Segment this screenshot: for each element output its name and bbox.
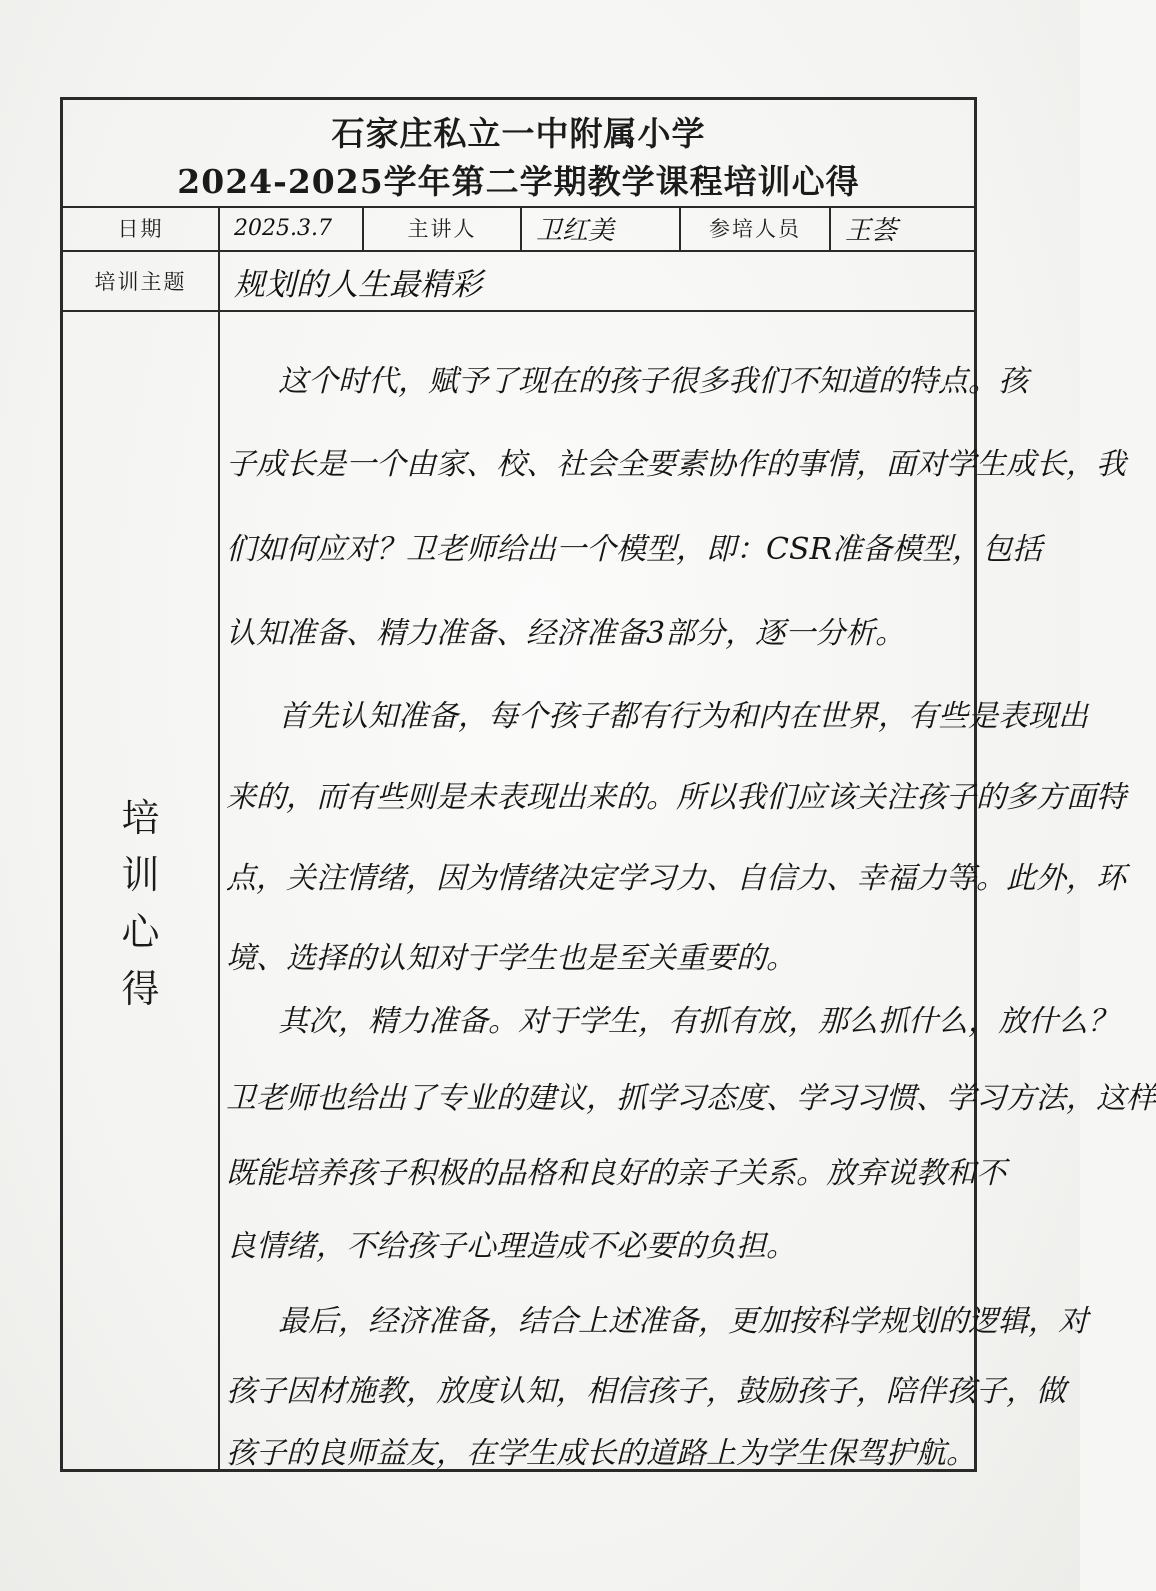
speaker-label: 主讲人: [364, 206, 522, 250]
school-name: 石家庄私立一中附属小学: [331, 114, 706, 153]
topic-label: 培训主题: [63, 252, 220, 310]
handwritten-line: 其次，精力准备。对于学生，有抓有放，那么抓什么，放什么？: [278, 1004, 1118, 1039]
reflection-label-char: 培: [121, 796, 160, 840]
date-label: 日期: [63, 206, 220, 250]
handwritten-line: 良情绪，不给孩子心理造成不必要的负担。: [226, 1229, 796, 1264]
date-value: 2025.3.7: [220, 206, 364, 250]
handwritten-line: 子成长是一个由家、校、社会全要素协作的事情，面对学生成长，我: [226, 447, 1126, 482]
training-reflection-form: [60, 97, 1156, 1472]
handwritten-line: 孩子的良师益友，在学生成长的道路上为学生保驾护航。: [226, 1436, 976, 1471]
info-row: [63, 206, 974, 252]
handwritten-line: 境、选择的认知对于学生也是至关重要的。: [226, 941, 796, 976]
reflection-label-char: 训: [121, 853, 160, 897]
participant-value: 王荟: [845, 215, 898, 246]
handwritten-line: 孩子因材施教，放度认知，相信孩子，鼓励孩子，陪伴孩子，做: [226, 1374, 1066, 1409]
handwritten-line: 点，关注情绪，因为情绪决定学习力、自信力、幸福力等。此外，环: [226, 861, 1126, 896]
topic-value: 规划的人生最精彩: [234, 266, 482, 303]
handwritten-line: 认知准备、精力准备、经济准备3部分，逐一分析。: [226, 616, 906, 651]
speaker-value: 卫红美: [522, 206, 681, 250]
reflection-label-char: 得: [121, 967, 160, 1011]
reflection-body: [220, 312, 1156, 1471]
form-header: [63, 100, 974, 208]
form-title: 2024-2025学年第二学期教学课程培训心得: [177, 162, 860, 201]
reflection-label-char: 心: [121, 910, 160, 954]
topic-row: [63, 252, 974, 312]
reflection-label: [63, 790, 218, 1018]
participant-label: 参培人员: [681, 206, 831, 250]
handwritten-line: 们如何应对？卫老师给出一个模型，即：CSR准备模型，包括: [226, 532, 1043, 567]
handwritten-line: 这个时代，赋予了现在的孩子很多我们不知道的特点。孩: [278, 364, 1028, 399]
handwritten-line: 首先认知准备，每个孩子都有行为和内在世界，有些是表现出: [278, 699, 1088, 734]
handwritten-line: 来的，而有些则是未表现出来的。所以我们应该关注孩子的多方面特: [226, 780, 1126, 815]
handwritten-line: 卫老师也给出了专业的建议，抓学习态度、学习习惯、学习方法，这样: [226, 1081, 1156, 1116]
reflection-label-cell: [63, 312, 220, 1469]
handwritten-line: 既能培养孩子积极的品格和良好的亲子关系。放弃说教和不: [226, 1156, 1006, 1191]
handwritten-line: 最后，经济准备，结合上述准备，更加按科学规划的逻辑，对: [278, 1304, 1088, 1339]
